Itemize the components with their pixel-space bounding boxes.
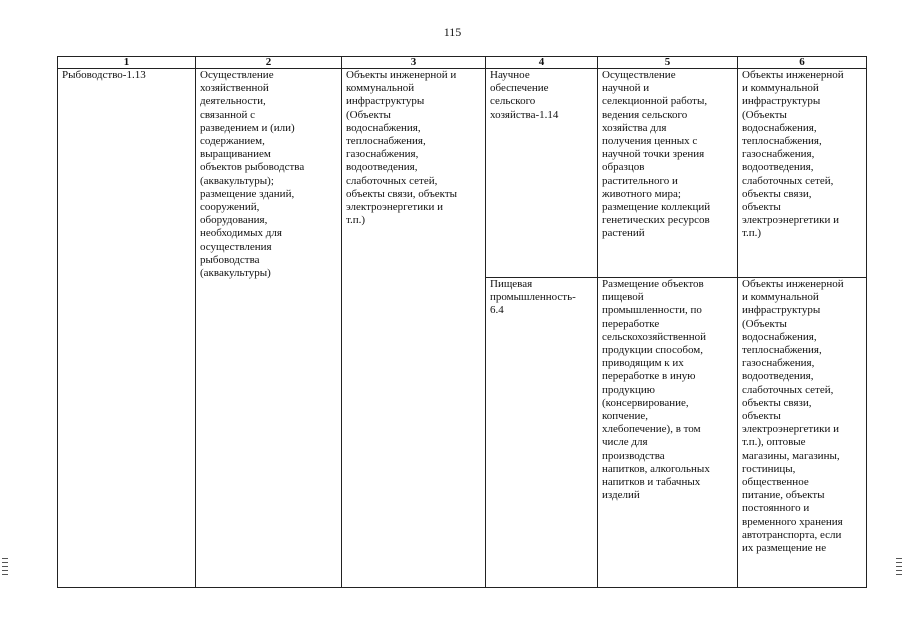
column-header-3: 3 (342, 57, 486, 69)
column-header-4: 4 (486, 57, 598, 69)
row1-col6-cell: Объекты инженерной и коммунальной инфраструктуры (Объекты водоснабжения, теплоснабжения, газоснабжения, водоотведения, слаботочных сетей, объекты связи, объекты электроэнергетики и т.п.) (738, 69, 867, 278)
row2-col5-cell: Размещение объектов пищевой промышленности, по переработке сельскохозяйственной продукции способом, приводящим к их переработке в иную продукцию (консервирование, копчение, хлебопечение), в том числе для производства напитков, алкогольных напитков и табачных изделий (598, 278, 738, 588)
page-number: 115 (443, 25, 462, 39)
table-row (58, 69, 867, 278)
row1-col1-cell: Рыбоводство-1.13 (58, 69, 196, 588)
right-margin-marks (896, 558, 902, 578)
row1-col5-cell: Осуществление научной и селекционной работы, ведения сельского хозяйства для получения ценных с научной точки зрения образцов растительного и животного мира; размещение коллекций генетических ресурсов растений (598, 69, 738, 278)
column-header-2: 2 (196, 57, 342, 69)
row1-col3-cell: Объекты инженерной и коммунальной инфраструктуры (Объекты водоснабжения, теплоснабжения, газоснабжения, водоотведения, слаботочных сетей, объекты связи, объекты электроэнергетики и т.п.) (342, 69, 486, 588)
column-header-1: 1 (58, 57, 196, 69)
header-row (58, 57, 867, 69)
row1-col4-cell: Научное обеспечение сельского хозяйства-1.14 (486, 69, 598, 278)
row1-col2-cell: Осуществление хозяйственной деятельности, связанной с разведением и (или) содержанием, выращиванием объектов рыбоводства (аквакультуры); размещение зданий, сооружений, оборудования, необходимых для осуществления рыбоводства (аквакультуры) (196, 69, 342, 588)
zoning-table (57, 56, 867, 588)
row2-col4-cell: Пищевая промышленность- 6.4 (486, 278, 598, 588)
left-margin-marks (2, 558, 8, 578)
column-header-5: 5 (598, 57, 738, 69)
row2-col6-cell: Объекты инженерной и коммунальной инфраструктуры (Объекты водоснабжения, теплоснабжения, газоснабжения, водоотведения, слаботочных сетей, объекты связи, объекты электроэнергетики и т.п.), оптовые магазины, магазины, гостиницы, общественное питание, объекты постоянного и временного хранения автотранспорта, если их размещение не (738, 278, 867, 588)
column-header-6: 6 (738, 57, 867, 69)
